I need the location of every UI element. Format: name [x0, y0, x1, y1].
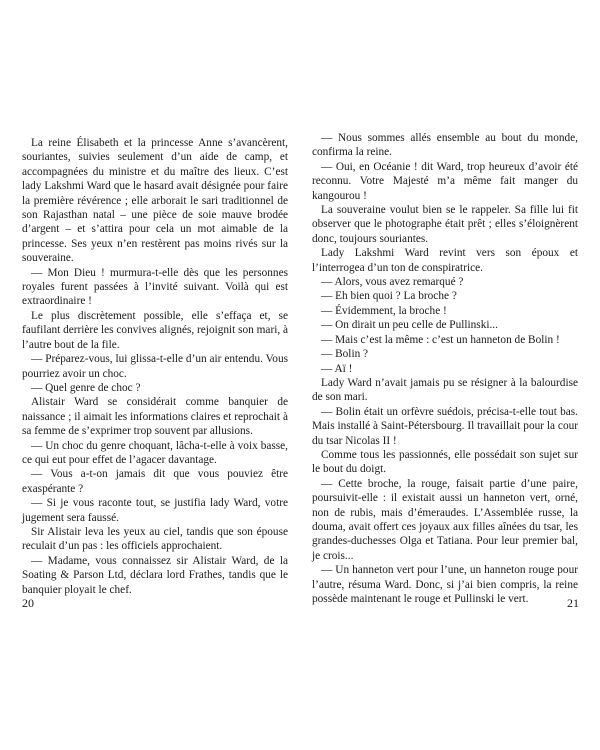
- paragraph: — Alors, vous avez remarqué ?: [321, 276, 464, 289]
- paragraph: — Vous a-t-on jamais dit que vous pouviez être exaspérante ?: [22, 468, 288, 495]
- paragraph: — Mon Dieu ! murmura-t-elle dès que les personnes royales furent passées à l’invité suivant. Voilà qui est extraordinaire !: [22, 266, 288, 308]
- paragraph: — Nous sommes allés ensemble au bout du monde, confirma la reine.: [312, 132, 578, 159]
- paragraph: — Préparez-vous, lui glissa-t-elle d’un air entendu. Vous pourriez avoir un choc.: [22, 353, 288, 380]
- paragraph: — Cette broche, la rouge, faisait partie d’une paire, poursuivit-elle : il existait aussi un hanneton vert, orné, non de rubis, mais d’émeraudes. L’Assemblée russe, la douma, avait offert ces joyaux aux filles aînées du tsar, les grandes-duchesses Olga et Tatiana. Pour leur premier bal, je crois...: [312, 477, 578, 562]
- left-page-text: [22, 136, 288, 597]
- paragraph: Le plus discrètement possible, elle s’effaça et, se faufilant derrière les convives alignés, rejoignit son mari, à l’autre bout de la file.: [22, 309, 289, 351]
- paragraph: Lady Ward n’avait jamais pu se résigner à la balourdise de son mari.: [312, 376, 578, 404]
- right-page: [300, 0, 600, 750]
- paragraph: — Si je vous raconte tout, se justifia lady Ward, votre jugement sera faussé.: [22, 497, 288, 524]
- page-number-left: 20: [22, 596, 34, 610]
- paragraph: — Bolin ?: [321, 348, 369, 361]
- paragraph: — Aï !: [321, 362, 353, 375]
- paragraph: — Mais c’est la même : c’est un hanneton de Bolin !: [321, 333, 560, 346]
- paragraph: — Oui, en Océanie ! dit Ward, trop heureux d’avoir été reconnu. Votre Majesté m’a même fait manger du kangourou !: [312, 160, 578, 202]
- paragraph: La souveraine voulut bien se le rappeler. Sa fille lui fit observer que le photographe était prêt ; elles s’éloignèrent donc, toujours souriantes.: [312, 204, 578, 245]
- paragraph: — Bolin était un orfèvre suédois, précisa-t-elle tout bas. Mais installé à Saint-Pétersbourg. Il travaillait pour la cour du tsar Nicolas II !: [312, 405, 578, 447]
- paragraph: — Quel genre de choc ?: [31, 381, 141, 394]
- paragraph: — Évidemment, la broche !: [321, 304, 447, 317]
- paragraph: — On dirait un peu celle de Pullinski...: [321, 319, 498, 332]
- right-page-text: [312, 131, 578, 606]
- page-number-right: 21: [567, 596, 579, 610]
- paragraph: — Un choc du genre choquant, lâcha-t-elle à voix basse, ce qui eut pour effet de l’agacer davantage.: [22, 439, 288, 466]
- paragraph: — Un hanneton vert pour l’une, un hanneton rouge pour l’autre, résuma Ward. Donc, si j’ai bien compris, la reine possède maintenant le rouge et Pullinski le vert.: [312, 564, 578, 605]
- paragraph: — Eh bien quoi ? La broche ?: [321, 290, 457, 303]
- paragraph: Lady Lakshmi Ward revint vers son époux et l’interrogea d’un ton de conspiratrice.: [312, 247, 578, 274]
- paragraph: Sir Alistair leva les yeux au ciel, tandis que son épouse reculait d’un pas : les officiels approchaient.: [22, 525, 288, 553]
- paragraph: La reine Élisabeth et la princesse Anne s’avancèrent, souriantes, suivies seulement d’un aide de camp, et accompagnées du ministre et du maître des lieux. C’est lady Lakshmi Ward que le hasard avait désignée pour faire la première révérence ; elle arborait le sari traditionnel de son Rajasthan natal – une pièce de soie mauve brodée d’argent – et s’attira pour cela un mot aimable de la princesse. Ses yeux n’en restèrent pas moins rivés sur la souveraine.: [22, 137, 288, 265]
- paragraph: Alistair Ward se considérait comme banquier de naissance ; il aimait les informations claires et reprochait à sa femme de s’exprimer trop souvent par allusions.: [22, 396, 288, 438]
- paragraph: Comme tous les passionnés, elle possédait son sujet sur le bout du doigt.: [312, 448, 578, 476]
- paragraph: — Madame, vous connaissez sir Alistair Ward, de la Soating & Parson Ltd, déclara lord Frathes, tandis que le banquier ployait le chef.: [22, 554, 288, 596]
